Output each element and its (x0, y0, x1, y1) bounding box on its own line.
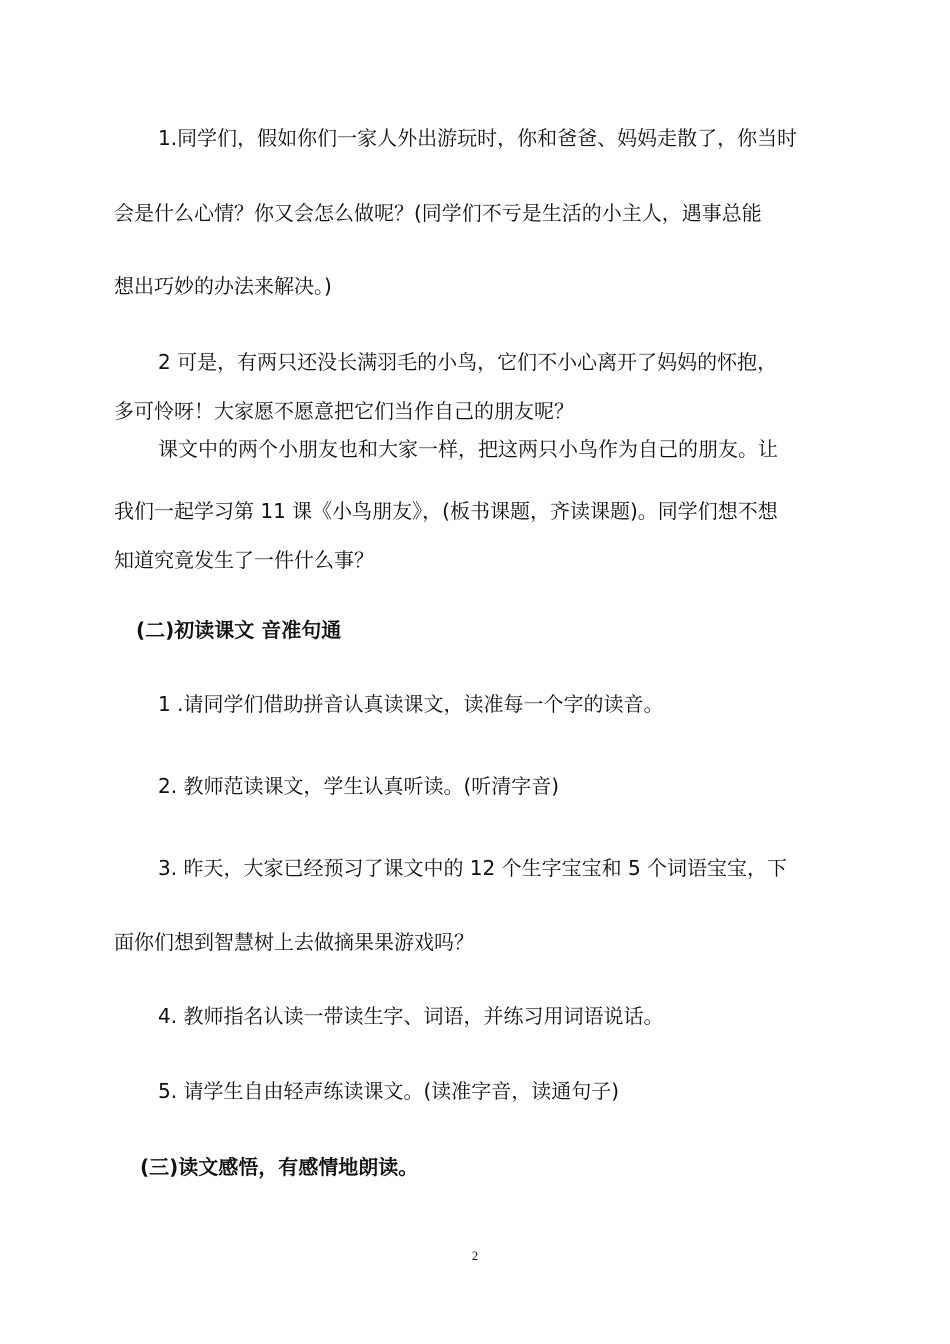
step-5: 5. 请学生自由轻声练读课文。(读准字音，读通句子) (158, 1079, 620, 1103)
paragraph-2-line-2: 多可怜呀！大家愿不愿意把它们当作自己的朋友呢？ (114, 399, 574, 423)
paragraph-3-line-1: 课文中的两个小朋友也和大家一样，把这两只小鸟作为自己的朋友。让 (158, 437, 778, 461)
paragraph-3-line-2: 我们一起学习第 11 课《小鸟朋友》，(板书课题，齐读课题)。同学们想不想 (114, 499, 778, 523)
step-4: 4. 教师指名认读一带读生字、词语，并练习用词语说话。 (158, 1004, 664, 1028)
paragraph-1-line-1: 1.同学们，假如你们一家人外出游玩时，你和爸爸、妈妈走散了，你当时 (158, 126, 798, 150)
step-1: 1 .请同学们借助拼音认真读课文，读准每一个字的读音。 (158, 692, 664, 716)
paragraph-2-line-1: 2 可是，有两只还没长满羽毛的小鸟，它们不小心离开了妈妈的怀抱， (158, 350, 778, 374)
paragraph-3-line-3: 知道究竟发生了一件什么事？ (114, 548, 374, 572)
page-number: 2 (471, 1248, 479, 1263)
paragraph-1-line-2: 会是什么心情？你又会怎么做呢？(同学们不亏是生活的小主人，遇事总能 (114, 201, 762, 225)
step-3-line-2: 面你们想到智慧树上去做摘果果游戏吗？ (114, 930, 474, 954)
step-2: 2. 教师范读课文，学生认真听读。(听清字音) (158, 774, 560, 798)
section-heading-2: (二)初读课文 音准句通 (136, 618, 342, 642)
paragraph-1-line-3: 想出巧妙的办法来解决。) (114, 274, 332, 298)
section-heading-3: (三)读文感悟，有感情地朗读。 (140, 1155, 419, 1179)
step-3-line-1: 3. 昨天，大家已经预习了课文中的 12 个生字宝宝和 5 个词语宝宝，下 (158, 856, 788, 880)
